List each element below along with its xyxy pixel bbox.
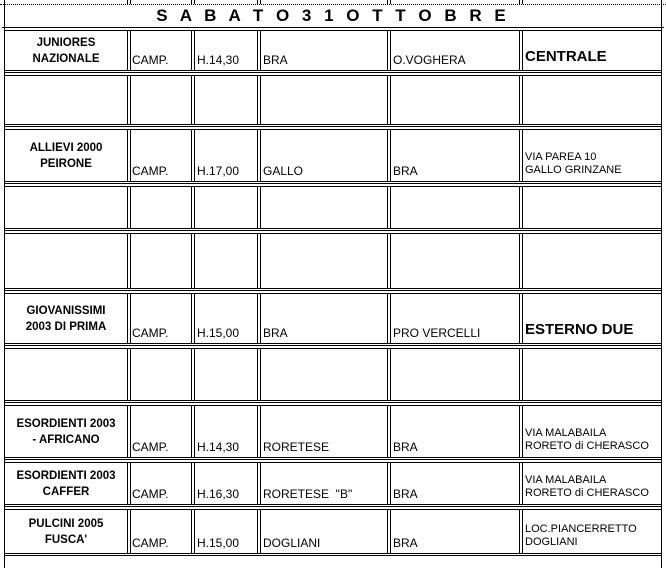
category-line-2: NAZIONALE	[32, 52, 100, 65]
header-tick	[257, 0, 258, 4]
away-team: BRA	[393, 487, 418, 501]
column-separator	[387, 462, 388, 505]
column-separator	[191, 75, 192, 125]
column-separator	[194, 293, 195, 344]
column-separator	[257, 293, 258, 344]
column-separator	[390, 405, 391, 458]
row-top-line	[4, 348, 662, 349]
away-team: BRA	[393, 164, 418, 178]
category-line-2: CAFFER	[42, 485, 90, 498]
row-bottom-line	[4, 288, 662, 289]
column-separator	[390, 348, 391, 401]
home-team: GALLO	[263, 164, 304, 178]
row-bottom-line	[4, 124, 662, 125]
row-top-line	[4, 186, 662, 187]
column-separator	[390, 509, 391, 554]
category-line-2: PEIRONE	[40, 157, 92, 170]
row-bottom-line	[4, 553, 662, 554]
category-line-1: ALLIEVI 2000	[29, 141, 103, 154]
row-top-line	[4, 462, 662, 463]
home-team: DOGLIANI	[263, 536, 321, 550]
column-separator	[387, 348, 388, 401]
category-line-1: ESORDIENTI 2003	[16, 469, 116, 482]
column-separator	[127, 348, 128, 401]
column-separator	[522, 186, 523, 229]
kickoff-time: H.14,30	[197, 53, 240, 67]
column-separator	[191, 348, 192, 401]
row-top-line	[4, 30, 662, 31]
column-separator	[257, 233, 258, 289]
column-separator	[260, 348, 261, 401]
row-gap-line	[4, 506, 662, 507]
away-team: BRA	[393, 440, 418, 454]
column-separator	[191, 186, 192, 229]
column-separator	[519, 75, 520, 125]
column-separator	[191, 30, 192, 71]
category-line-1: JUNIORES	[36, 36, 96, 49]
venue-line-1: VIA MALABAILA	[525, 427, 607, 439]
column-separator	[387, 186, 388, 229]
header-tick	[260, 0, 261, 4]
column-separator	[519, 405, 520, 458]
home-team: RORETESE "B"	[263, 487, 353, 501]
row-gap-line	[4, 345, 662, 346]
kickoff-time: H.16,30	[197, 487, 240, 501]
away-team: O.VOGHERA	[393, 53, 466, 67]
kickoff-time: H.17,00	[197, 164, 240, 178]
row-bottom-line	[4, 70, 662, 71]
column-separator	[522, 233, 523, 289]
row-gap-line	[4, 183, 662, 184]
match-type: CAMP.	[132, 536, 169, 550]
column-separator	[130, 348, 131, 401]
column-separator	[519, 293, 520, 344]
column-separator	[522, 30, 523, 71]
column-separator	[260, 186, 261, 229]
column-separator	[194, 233, 195, 289]
column-separator	[127, 233, 128, 289]
column-separator	[390, 293, 391, 344]
column-separator	[130, 233, 131, 289]
column-separator	[260, 509, 261, 554]
column-separator	[522, 348, 523, 401]
column-separator	[260, 129, 261, 182]
category-line-1: ESORDIENTI 2003	[16, 417, 116, 430]
row-top-line	[4, 293, 662, 294]
column-separator	[257, 186, 258, 229]
row-gap-line	[4, 230, 662, 231]
header-tick	[387, 0, 388, 4]
kickoff-time: H.14,30	[197, 440, 240, 454]
column-separator	[519, 348, 520, 401]
column-separator	[127, 30, 128, 71]
column-separator	[194, 509, 195, 554]
venue-line-2: RORETO di CHERASCO	[525, 440, 649, 452]
header-tick	[390, 0, 391, 4]
column-separator	[130, 186, 131, 229]
column-separator	[127, 186, 128, 229]
page-title: S A B A T O 3 1 O T T O B R E	[156, 6, 510, 25]
column-separator	[194, 30, 195, 71]
right-border	[661, 0, 662, 568]
venue: ESTERNO DUE	[525, 321, 634, 338]
column-separator	[387, 233, 388, 289]
row-gap-line	[4, 290, 662, 291]
match-type: CAMP.	[132, 326, 169, 340]
column-separator	[257, 405, 258, 458]
column-separator	[390, 233, 391, 289]
column-separator	[519, 30, 520, 71]
column-separator	[127, 129, 128, 182]
row-gap-line	[4, 555, 662, 556]
row-top-line	[4, 509, 662, 510]
column-separator	[127, 405, 128, 458]
column-separator	[127, 509, 128, 554]
column-separator	[260, 75, 261, 125]
column-separator	[127, 293, 128, 344]
column-separator	[130, 30, 131, 71]
row-bottom-line	[4, 343, 662, 344]
row-gap-line	[4, 126, 662, 127]
column-separator	[194, 129, 195, 182]
column-separator	[130, 129, 131, 182]
column-separator	[390, 30, 391, 71]
row-gap-line	[4, 459, 662, 460]
venue-line-1: LOC.PIANCERRETTO	[525, 523, 637, 535]
column-separator	[260, 30, 261, 71]
row-top-line	[4, 233, 662, 234]
venue-line-1: VIA MALABAILA	[525, 474, 607, 486]
category-line-2: - AFRICANO	[32, 433, 100, 446]
header-tick	[522, 0, 523, 4]
title-top-dots	[0, 4, 666, 5]
column-separator	[194, 462, 195, 505]
column-separator	[519, 509, 520, 554]
column-separator	[522, 405, 523, 458]
column-separator	[519, 233, 520, 289]
column-separator	[194, 405, 195, 458]
column-separator	[257, 348, 258, 401]
column-separator	[257, 129, 258, 182]
header-tick	[194, 0, 195, 4]
category-line-2: 2003 DI PRIMA	[25, 320, 107, 333]
home-team: BRA	[263, 326, 288, 340]
column-separator	[519, 186, 520, 229]
kickoff-time: H.15,00	[197, 326, 240, 340]
match-type: CAMP.	[132, 164, 169, 178]
home-team: BRA	[263, 53, 288, 67]
title-bottom-line	[2, 27, 664, 28]
row-gap-line	[4, 402, 662, 403]
venue-line-1: VIA PAREA 10	[525, 151, 597, 163]
category-line-1: GIOVANISSIMI	[26, 304, 106, 317]
row-bottom-line	[4, 228, 662, 229]
column-separator	[191, 405, 192, 458]
column-separator	[260, 233, 261, 289]
column-separator	[191, 462, 192, 505]
row-top-line	[4, 75, 662, 76]
column-separator	[390, 462, 391, 505]
row-gap-line	[4, 72, 662, 73]
row-bottom-line	[4, 504, 662, 505]
row-bottom-line	[4, 181, 662, 182]
column-separator	[522, 462, 523, 505]
column-separator	[191, 233, 192, 289]
column-separator	[257, 462, 258, 505]
column-separator	[257, 30, 258, 71]
column-separator	[390, 129, 391, 182]
column-separator	[194, 75, 195, 125]
column-separator	[387, 129, 388, 182]
column-separator	[260, 462, 261, 505]
left-border	[4, 0, 5, 568]
header-tick	[130, 0, 131, 4]
column-separator	[127, 462, 128, 505]
category-line-2: FUSCA'	[44, 533, 88, 546]
column-separator	[522, 509, 523, 554]
category-line-1: PULCINI 2005	[28, 517, 104, 530]
column-separator	[522, 75, 523, 125]
column-separator	[130, 405, 131, 458]
away-team: PRO VERCELLI	[393, 326, 481, 340]
column-separator	[387, 75, 388, 125]
column-separator	[522, 293, 523, 344]
column-separator	[390, 186, 391, 229]
column-separator	[130, 462, 131, 505]
column-separator	[127, 75, 128, 125]
column-separator	[257, 509, 258, 554]
column-separator	[194, 186, 195, 229]
column-separator	[260, 293, 261, 344]
row-top-line	[4, 405, 662, 406]
venue: CENTRALE	[525, 48, 607, 65]
header-tick	[191, 0, 192, 4]
column-separator	[191, 293, 192, 344]
column-separator	[130, 509, 131, 554]
header-tick	[519, 0, 520, 4]
column-separator	[257, 75, 258, 125]
match-type: CAMP.	[132, 487, 169, 501]
column-separator	[522, 129, 523, 182]
header-tick	[127, 0, 128, 4]
row-bottom-line	[4, 400, 662, 401]
match-type: CAMP.	[132, 440, 169, 454]
column-separator	[390, 75, 391, 125]
kickoff-time: H.15,00	[197, 536, 240, 550]
match-type: CAMP.	[132, 53, 169, 67]
column-separator	[519, 129, 520, 182]
venue-line-2: GALLO GRINZANE	[525, 164, 622, 176]
home-team: RORETESE	[263, 440, 330, 454]
column-separator	[191, 509, 192, 554]
column-separator	[191, 129, 192, 182]
column-separator	[130, 75, 131, 125]
row-bottom-line	[4, 457, 662, 458]
column-separator	[260, 405, 261, 458]
column-separator	[130, 293, 131, 344]
column-separator	[387, 293, 388, 344]
row-top-line	[4, 129, 662, 130]
column-separator	[194, 348, 195, 401]
column-separator	[387, 405, 388, 458]
column-separator	[519, 462, 520, 505]
column-separator	[387, 509, 388, 554]
venue-line-2: DOGLIANI	[525, 536, 578, 548]
away-team: BRA	[393, 536, 418, 550]
venue-line-2: RORETO di CHERASCO	[525, 487, 649, 499]
column-separator	[387, 30, 388, 71]
